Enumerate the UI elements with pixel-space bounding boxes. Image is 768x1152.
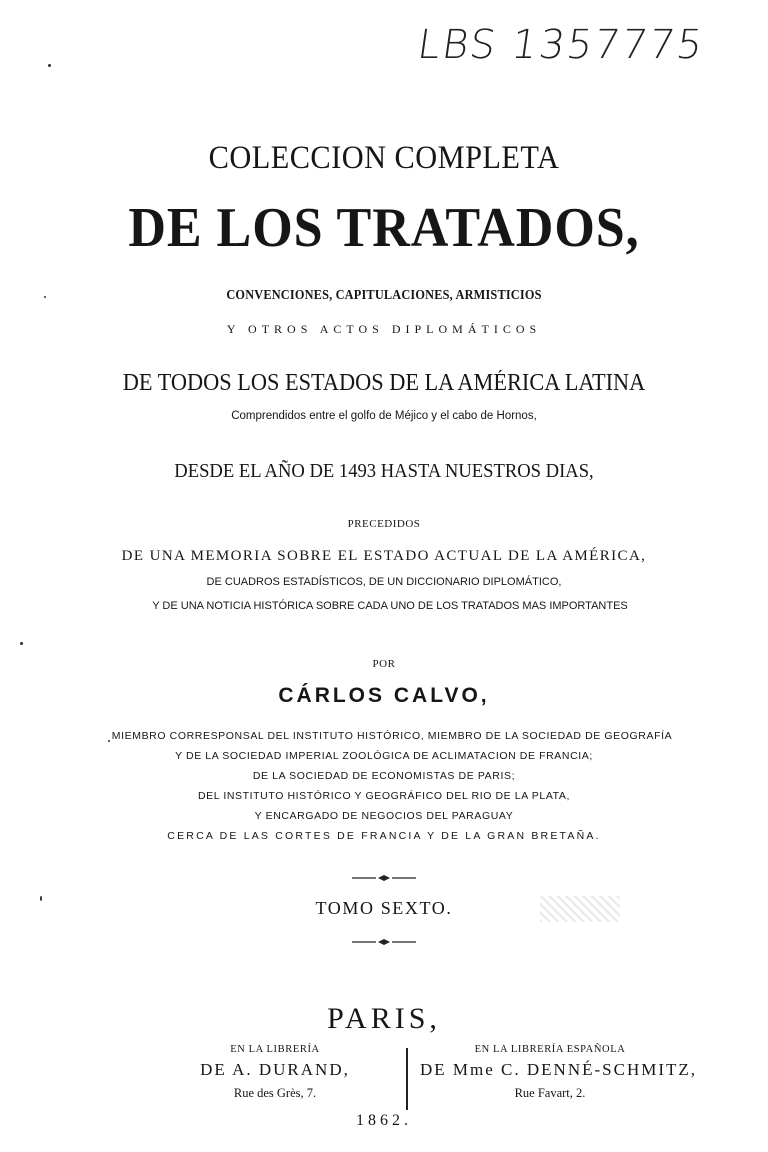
paper-speck [20,642,23,645]
author-membership-5: Y ENCARGADO DE NEGOCIOS DEL PARAGUAY [254,810,514,822]
imprint-right-line-1: EN LA LIBRERÍA ESPAÑOLA [474,1044,626,1055]
title-line-4: Y OTROS ACTOS DIPLOMÁTICOS [226,322,542,336]
author-membership-3: DE LA SOCIEDAD DE ECONOMISTAS DE PARIS; [252,770,516,782]
author-membership-4: DEL INSTITUTO HISTÓRICO Y GEOGRÁFICO DEL RIO DE LA PLATA, [197,790,571,802]
ornament-rule-bottom [0,938,768,946]
author-name: CÁRLOS CALVO, [278,684,490,707]
subtitle-line-1: PRECEDIDOS [347,518,421,530]
imprint-right-line-2: DE Mme C. DENNÉ-SCHMITZ, [420,1060,698,1079]
volume-label: TOMO SEXTO. [315,898,453,918]
handwritten-shelfmark: LBS 1357775 [414,22,708,68]
ornament-rule-top [0,874,768,882]
author-membership-6: CERCA DE LAS CORTES DE FRANCIA Y DE LA GRAN BRETAÑA. [167,830,601,842]
imprint-left-line-2: DE A. DURAND, [200,1060,350,1079]
paper-speck [108,740,110,742]
imprint-divider [406,1048,408,1110]
imprint-left-line-3: Rue des Grès, 7. [233,1086,317,1100]
title-main: DE LOS TRATADOS, [128,197,640,259]
subtitle-line-3: DE CUADROS ESTADÍSTICOS, DE UN DICCIONARIO DIPLOMÁTICO, [206,576,562,588]
imprint-year: 1862. [356,1112,412,1129]
author-membership-1: MIEMBRO CORRESPONSAL DEL INSTITUTO HISTÓRICO, MIEMBRO DE LA SOCIEDAD DE GEOGRAFÍA [111,730,673,742]
imprint-right-line-3: Rue Favart, 2. [514,1086,586,1100]
library-stamp-faint [540,896,620,922]
title-line-5: DE TODOS LOS ESTADOS DE LA AMÉRICA LATINA [122,370,646,396]
paper-speck [40,896,42,901]
imprint-city: PARIS, [327,1002,441,1035]
title-line-1: COLECCION COMPLETA [208,140,560,176]
title-line-7: DESDE EL AÑO DE 1493 HASTA NUESTROS DIAS, [174,460,594,482]
author-por: POR [372,658,396,670]
title-line-6: Comprendidos entre el golfo de Méjico y el cabo de Hornos, [231,410,537,422]
subtitle-line-2: DE UNA MEMORIA SOBRE EL ESTADO ACTUAL DE LA AMÉRICA, [121,548,647,564]
imprint-left-line-1: EN LA LIBRERÍA [230,1044,320,1055]
paper-speck [48,64,51,67]
paper-speck [44,296,46,298]
title-line-3: CONVENCIONES, CAPITULACIONES, ARMISTICIOS [226,288,542,303]
author-membership-2: Y DE LA SOCIEDAD IMPERIAL ZOOLÓGICA DE ACLIMATACION DE FRANCIA; [175,750,593,762]
subtitle-line-4: Y DE UNA NOTICIA HISTÓRICA SOBRE CADA UNO DE LOS TRATADOS MAS IMPORTANTES [152,600,628,612]
